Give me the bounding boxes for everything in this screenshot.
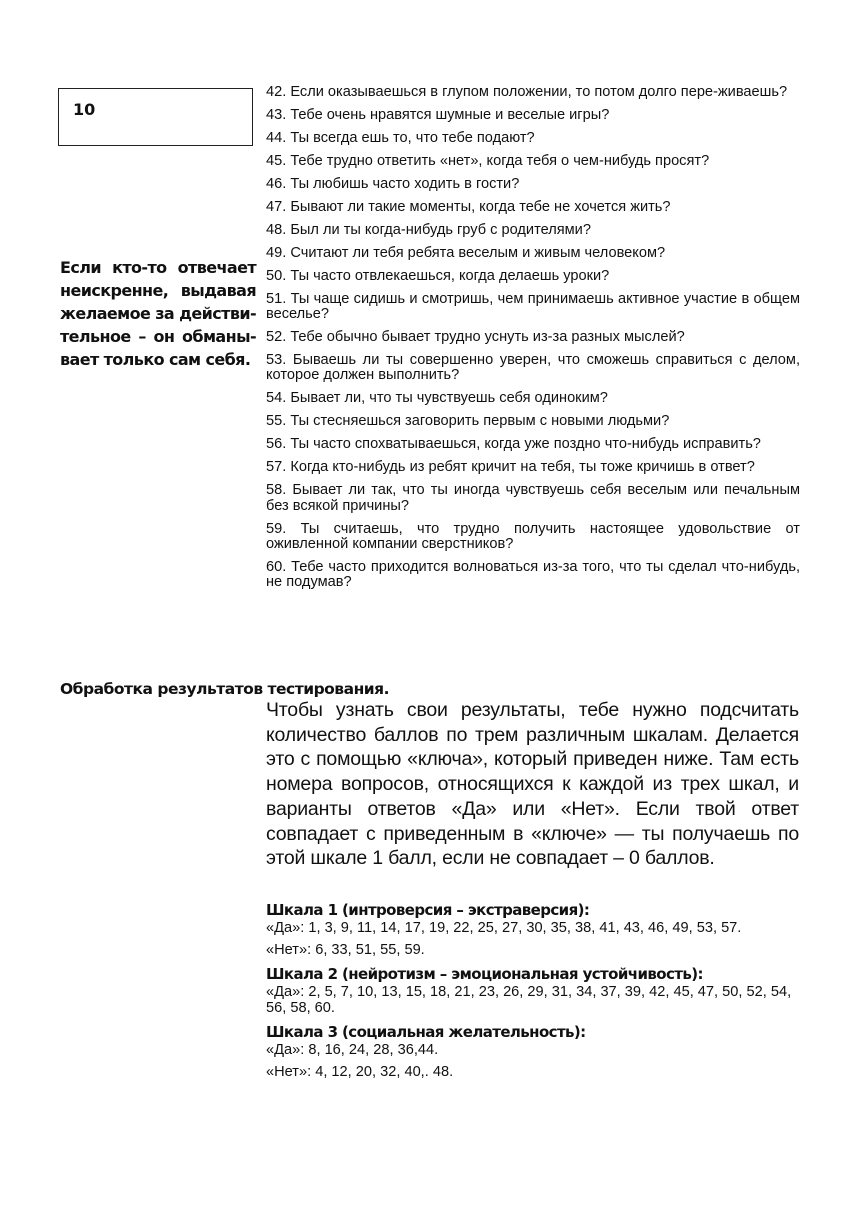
question-item: 60. Тебе часто приходится волноваться из-за того, что ты сделал что-нибудь, не подумав? (266, 558, 800, 591)
question-item: 42. Если оказываешься в глупом положении, то потом долго пере-живаешь? (266, 84, 788, 100)
question-item: 49. Считают ли тебя ребята веселым и живым человеком? (266, 244, 666, 261)
question-item: 43. Тебе очень нравятся шумные и веселые игры? (266, 106, 610, 123)
quote-line: неискренне, выдавая (60, 281, 256, 300)
scale-1 (266, 900, 802, 958)
question-item: 54. Бывает ли, что ты чувствуешь себя одиноким? (266, 390, 608, 407)
scale-yes: «Да»: 1, 3, 9, 11, 14, 17, 19, 22, 25, 27, 30, 35, 38, 41, 43, 46, 49, 53, 57. (266, 920, 742, 936)
scale-yes: «Да»: 8, 16, 24, 28, 36,44. (266, 1042, 439, 1058)
question-item: 45. Тебе трудно ответить «нет», когда тебя о чем-нибудь просят? (266, 152, 710, 169)
question-item: 59. Ты считаешь, что трудно получить настоящее удовольствие от оживленной компании сверстников? (266, 520, 800, 552)
scale-yes: «Да»: 2, 5, 7, 10, 13, 15, 18, 21, 23, 26, 29, 31, 34, 37, 39, 42, 45, 47, 50, 52, 54, 56, 58, 60. (266, 984, 792, 1016)
question-item: 47. Бывают ли такие моменты, когда тебе не хочется жить? (266, 198, 671, 215)
scale-title: Шкала 1 (интроверсия – экстраверсия): (266, 901, 590, 919)
question-item: 52. Тебе обычно бывает трудно уснуть из-за разных мыслей? (266, 329, 685, 346)
question-item: 55. Ты стесняешься заговорить первым с новыми людьми? (266, 413, 670, 430)
question-item: 48. Был ли ты когда-нибудь груб с родителями? (266, 221, 591, 238)
scale-title: Шкала 3 (социальная желательность): (266, 1023, 586, 1041)
scale-2 (266, 964, 802, 1016)
sidebar-quote (60, 256, 256, 371)
scale-no: «Нет»: 6, 33, 51, 55, 59. (266, 942, 425, 958)
quote-line: вает только сам себя. (60, 350, 251, 369)
question-item: 56. Ты часто спохватываешься, когда уже поздно что-нибудь исправить? (266, 436, 761, 453)
question-item: 51. Ты чаще сидишь и смотришь, чем принимаешь активное участие в общем веселье? (266, 290, 800, 323)
scales-key (266, 900, 802, 1086)
question-list (266, 85, 800, 598)
page-number: 10 (73, 100, 96, 119)
scale-3 (266, 1022, 802, 1080)
intro-paragraph: Чтобы узнать свои результаты, тебе нужно подсчитать количество баллов по трем различным шкалам. Делается это с помощью «ключа», который приведен ниже. Там есть номера вопросов, относящихся к каждой из трех шкал, и варианты ответов «Да» или «Нет». Если твой ответ совпадает с приведенным в «ключе» — ты получаешь по этой шкале 1 балл, если не совпадает – 0 баллов. (266, 699, 799, 870)
question-item: 58. Бывает ли так, что ты иногда чувствуешь себя веселым или печальным без всякой причины? (266, 482, 800, 514)
scale-title: Шкала 2 (нейротизм – эмоциональная устойчивость): (266, 965, 703, 983)
quote-line: желаемое за действи- (60, 304, 257, 323)
quote-line: Если кто-то отвечает (60, 258, 256, 277)
scale-no: «Нет»: 4, 12, 20, 32, 40,. 48. (266, 1064, 454, 1080)
question-item: 53. Бываешь ли ты совершенно уверен, что сможешь справиться с делом, которое должен выполнить? (266, 352, 800, 384)
question-item: 50. Ты часто отвлекаешься, когда делаешь уроки? (266, 267, 610, 284)
section-title: Обработка результатов тестирования. (60, 680, 389, 698)
question-item: 46. Ты любишь часто ходить в гости? (266, 175, 520, 192)
question-item: 44. Ты всегда ешь то, что тебе подают? (266, 129, 535, 146)
page-number-box (58, 88, 253, 146)
question-item: 57. Когда кто-нибудь из ребят кричит на тебя, ты тоже кричишь в ответ? (266, 459, 755, 476)
quote-line: тельное – он обманы- (60, 327, 256, 346)
